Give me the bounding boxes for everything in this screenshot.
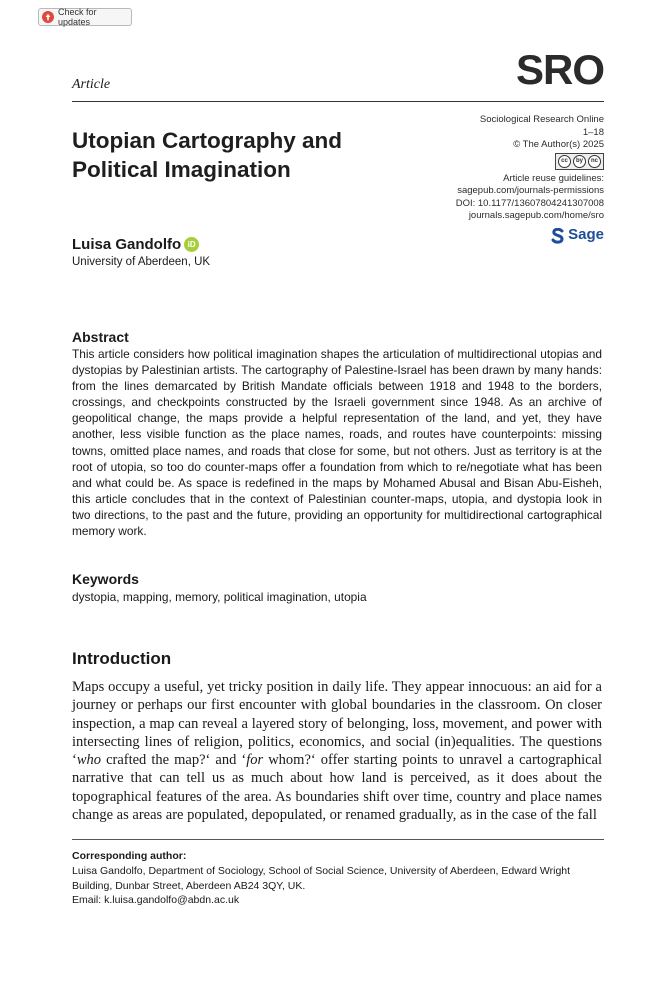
doi[interactable]: DOI: 10.1177/13607804241307008: [455, 197, 604, 209]
header-rule: [72, 101, 604, 102]
intro-part-3: whom?‘ offer starting points to unravel a cartographical narrative that can tell us as much about how land is perceived, as it does about the topographical features of the area. As boundaries shift over time, country and place names change as areas are populated, depopulated, or renamed gradually, as in the case of the fall: [72, 752, 603, 824]
check-for-updates-label: Check for updates: [58, 7, 97, 27]
reuse-link[interactable]: sagepub.com/journals-permissions: [457, 185, 604, 196]
corresponding-heading: Corresponding author:: [72, 850, 187, 862]
abstract-heading: Abstract: [72, 329, 129, 345]
footnote-rule: [72, 839, 604, 840]
check-for-updates-badge[interactable]: [38, 8, 132, 26]
author-affiliation: University of Aberdeen, UK: [72, 256, 211, 268]
introduction-text: [72, 678, 602, 824]
corresponding-address: Luisa Gandolfo, Department of Sociology, School of Social Science, University of Aberdeen, Edward Wright Building, Dunbar Street, Aberdeen AB24 3QY, UK.: [72, 865, 571, 892]
copyright: © The Author(s) 2025: [513, 139, 604, 150]
nc-mark: nc: [588, 155, 601, 168]
journal-logo: SRO: [515, 46, 604, 93]
intro-part-2: crafted the map?‘ and ‘: [101, 752, 247, 769]
intro-em-who: who: [76, 752, 102, 769]
intro-em-for: for: [246, 752, 264, 769]
cc-mark: cc: [558, 155, 571, 168]
abstract-text: This article considers how political imagination shapes the articulation of multidirectional utopias and dystopias by Palestinian artists. The cartography of Palestine-Israel has been drawn by many hands: from the lines demarcated by British Mandate officials between 1918 and 1948 to the borders, crossings, and checkpoints constructed by the Israeli government since 1948. As an archive of geopolitical change, the maps provide a helpful representation of the land, and yet, they have another, less visible function as the place names, roads, and routes have counterpoints: missing towns, omitted place names, and roads that close for some, but not others. Just as territory is at the root of utopia, so too do counter-maps offer a foundation from which to re/negotiate what has been and what could be. As space is redefined in the maps by Mohamed Abusal and Bisan Abu-Eisheh, this article concludes that in the context of Palestinian counter-maps, utopia, and dystopia look in two directions, to the past and the future, providing an opportunity for multidirectional cartographical memory work.: [72, 347, 602, 539]
publisher-name: Sage: [568, 226, 604, 244]
article-title: Utopian Cartography and Political Imagination: [72, 128, 343, 182]
orcid-icon[interactable]: iD: [184, 237, 199, 252]
update-check-icon: [42, 11, 54, 23]
sage-s-icon: [551, 228, 565, 244]
journal-name: Sociological Research Online: [479, 114, 604, 125]
journal-meta: [344, 114, 604, 248]
cc-license-icon[interactable]: [555, 153, 604, 170]
publisher-logo: [551, 228, 604, 244]
corresponding-text: [72, 864, 602, 908]
corresponding-email[interactable]: Email: k.luisa.gandolfo@abdn.ac.uk: [72, 894, 240, 906]
keywords-text: dystopia, mapping, memory, political imagination, utopia: [72, 590, 367, 604]
introduction-heading: Introduction: [72, 649, 172, 668]
reuse-label: Article reuse guidelines:: [503, 172, 604, 184]
keywords-heading: Keywords: [72, 571, 139, 587]
author: [72, 236, 199, 253]
by-mark: by: [573, 155, 586, 168]
author-name: Luisa Gandolfo: [72, 236, 182, 253]
page-range: 1–18: [582, 126, 604, 138]
journal-url[interactable]: journals.sagepub.com/home/sro: [468, 210, 604, 221]
article-type: Article: [72, 77, 111, 92]
intro-part-1: Maps occupy a useful, yet tricky position in daily life. They appear innocuous: an aid for a journey or perhaps our first encounter with global boundaries in the classroom. On closer inspection, a map can reveal a layered story of belonging, loss, movement, and power with intersecting lines of religion, politics, economics, and social (in)equalities. The questions ‘: [72, 679, 602, 769]
